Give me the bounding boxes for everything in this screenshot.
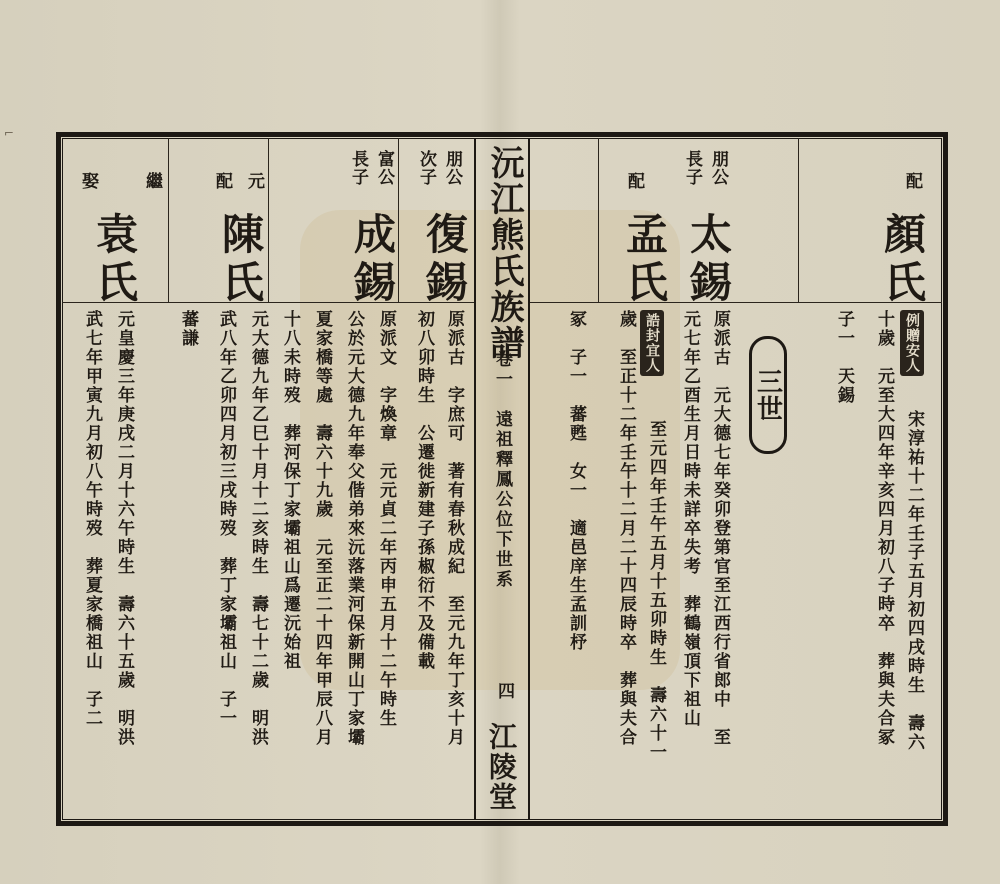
person-name: 復錫 (420, 212, 469, 308)
spine-title: 沅江熊氏族譜 (484, 145, 524, 361)
page-number: 四 (494, 682, 514, 700)
person-label-top: 朋公 (442, 150, 462, 186)
spouse-name: 顏氏 (878, 212, 927, 308)
spouse-bio-line: 宋淳祐十二年壬子五月初四戌時生 壽六 (904, 410, 924, 752)
spouse-label: 配 (902, 172, 922, 190)
person-bio-line: 初八卯時生 公遷徙新建子孫椒衍不及備載 (414, 310, 434, 671)
spouse-label-bottom: 配 (212, 172, 232, 190)
spouse-bio-line: 武八年乙卯四月初三戌時歿 葬丁家壩祖山 子一 (216, 310, 236, 728)
spouse-label: 配 (624, 172, 644, 190)
spouse-bio-line: 十歲 元至大四年辛亥四月初八子時卒 葬與夫合冢 (874, 310, 894, 747)
col-line (798, 138, 799, 302)
spouse-bio-line: 至元四年壬午五月十五卯時生 壽六十一 (646, 420, 666, 762)
spouse-bio-line: 元大德九年乙巳十月十二亥時生 壽七十二歲 明洪 (248, 310, 268, 747)
person-label-bottom: 長子 (348, 150, 368, 186)
spouse-bio-line: 子一 天錫 (834, 310, 854, 405)
honor-tag: 誥封宜人 (640, 310, 664, 376)
spouse-bio-line: 元皇慶三年庚戌二月十六午時生 壽六十五歲 明洪 (114, 310, 134, 747)
spine-volume-line: 卷一 遠祖釋鳳公位下世系 (492, 350, 512, 590)
person-bio-line: 公於元大德九年奉父偕弟來沅落業河保新開山丁家壩 (344, 310, 364, 747)
person-label-bottom: 次子 (416, 150, 436, 186)
person-bio-line: 元七年乙酉生月日時未詳卒失考 葬鶴嶺頂下祖山 (680, 310, 700, 728)
spouse-bio-line: 蕃謙 (178, 310, 198, 348)
person-bio-line: 原派古 元大德七年癸卯登第官至江西行省郎中 至 (710, 310, 730, 747)
person-label-top: 朋公 (708, 150, 728, 186)
spouse-name: 孟氏 (620, 212, 669, 308)
hall-name: 江陵堂 (485, 722, 518, 812)
person-label-top: 富公 (374, 150, 394, 186)
honor-tag: 例贈安人 (900, 310, 924, 376)
person-label-bottom: 長子 (682, 150, 702, 186)
person-name: 成錫 (348, 212, 397, 308)
spouse-label-top: 元 (244, 172, 264, 190)
col-line (168, 138, 169, 302)
generation-badge: 三世 (749, 336, 787, 454)
person-bio-line: 十八未時歿 葬河保丁家壩祖山爲遷沅始祖 (280, 310, 300, 671)
spouse-label-top: 繼 (142, 172, 162, 190)
spouse-name: 陳氏 (216, 212, 265, 308)
spouse-bio-line: 歲 至正十二年壬午十二月二十四辰時卒 葬與夫合 (616, 310, 636, 747)
spouse-name: 袁氏 (90, 212, 139, 308)
person-bio-line: 原派古 字庶可 著有春秋成紀 至元九年丁亥十月 (444, 310, 464, 747)
margin-mark: ⌐ (4, 126, 15, 140)
person-bio-line: 原派文 字煥章 元元貞二年丙申五月十二午時生 (376, 310, 396, 728)
spouse-bio-line: 武七年甲寅九月初八午時歿 葬夏家橋祖山 子二 (82, 310, 102, 728)
spouse-label-bottom: 娶 (78, 172, 98, 190)
spouse-bio-line: 冢 子一 蕃甦 女一 適邑庠生孟訓杼 (566, 310, 586, 652)
col-line (598, 138, 599, 302)
person-bio-line: 夏家橋等處 壽六十九歲 元至正二十四年甲辰八月 (312, 310, 332, 747)
person-name: 太錫 (684, 212, 733, 308)
